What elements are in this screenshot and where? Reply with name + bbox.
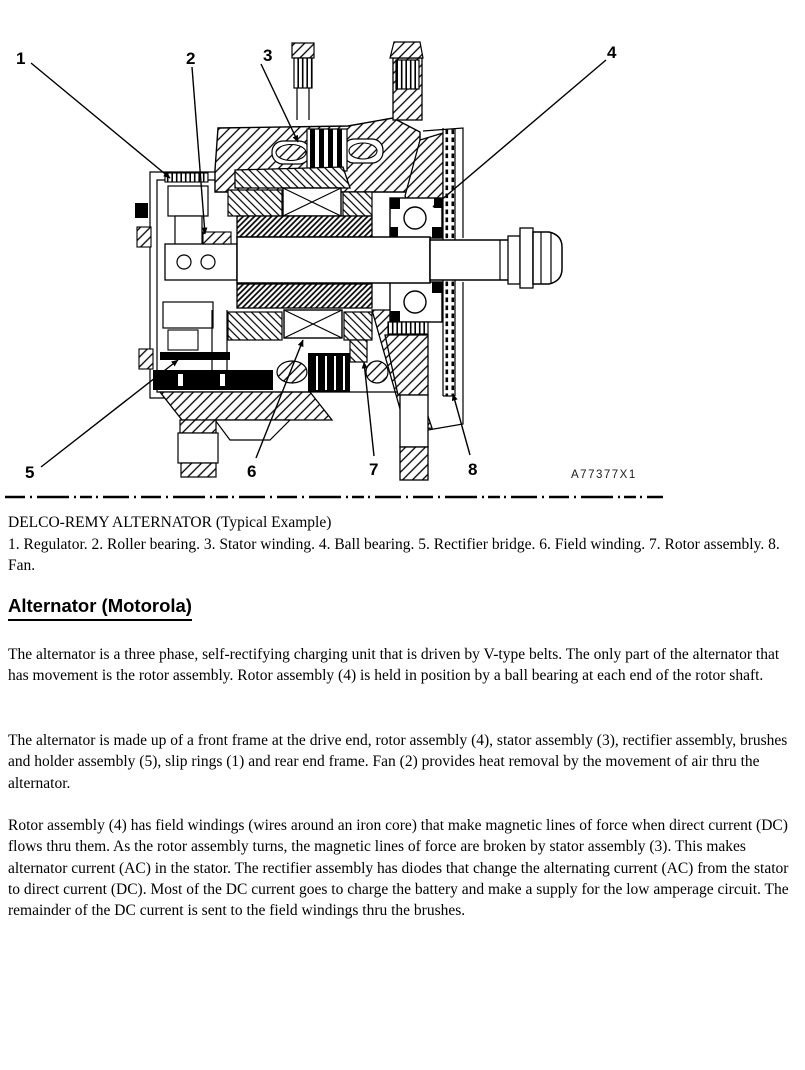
callout-number-8: 8 xyxy=(468,460,478,479)
alternator-figure xyxy=(0,0,805,505)
washer xyxy=(520,228,533,288)
field-winding-upper xyxy=(283,188,341,216)
callout-number-7: 7 xyxy=(369,460,379,479)
mounting-ear-top xyxy=(390,42,423,120)
rectifier-bridge xyxy=(153,370,273,390)
stator-core xyxy=(235,167,350,188)
figure-caption xyxy=(8,512,797,577)
bearing-retainer xyxy=(388,322,428,334)
callout-line-5 xyxy=(41,360,178,467)
caption-legend: 1. Regulator. 2. Roller bearing. 3. Stator winding. 4. Ball bearing. 5. Rectifier bridge. 6. Field winding. 7. Rotor assembly. 8. Fan. xyxy=(8,535,780,574)
regulator xyxy=(165,173,208,182)
field-winding-lower xyxy=(284,310,342,338)
terminal-stud xyxy=(292,43,314,120)
callout-line-8 xyxy=(453,394,470,455)
shaft-nut xyxy=(533,232,562,284)
callout-number-4: 4 xyxy=(607,43,617,62)
callout-number-3: 3 xyxy=(263,46,273,65)
paragraph-3: Rotor assembly (4) has field windings (wires around an iron core) that make magnetic lines of force when direct current (DC) flows thru them. As the rotor assembly turns, the magnetic lines of force are broken by stator assembly (3). This makes alternator current (AC) in the stator. The rectifier assembly has diodes that change the alternating current (AC) from the stator to direct current (DC). Most of the DC current goes to charge the battery and make a supply for the low amperage circuit. The remainder of the DC current is sent to the field windings thru the brushes. xyxy=(8,817,789,920)
paragraph-1: The alternator is a three phase, self-rectifying charging unit that is driven by V-type belts. The only part of the alternator that has movement is the rotor assembly. Rotor assembly (4) is held in position by a ball bearing at each end of the rotor shaft. xyxy=(8,646,780,685)
paragraph-2: The alternator is made up of a front frame at the drive end, rotor assembly (4), stator assembly (3), rectifier assembly, brushes and holder assembly (5), slip rings (1) and rear end frame. Fan (2) provides heat removal by the movement of air thru the alternator. xyxy=(8,732,788,792)
rotor-core-upper xyxy=(237,216,372,237)
callout-number-6: 6 xyxy=(247,462,257,481)
housing-bolt xyxy=(137,227,151,247)
artifact-code: A77377X1 xyxy=(571,469,637,481)
callout-number-1: 1 xyxy=(16,49,26,68)
housing-bolt xyxy=(139,349,153,369)
rotor-core-lower xyxy=(237,284,372,308)
ball-bearing-lower xyxy=(388,282,442,334)
alternator-cross-section-drawing xyxy=(0,0,805,505)
mounting-boss xyxy=(178,420,218,477)
callout-number-2: 2 xyxy=(186,49,196,68)
section-heading: Alternator (Motorola) xyxy=(8,595,192,621)
callout-line-4 xyxy=(433,60,606,207)
callout-line-1 xyxy=(31,63,170,178)
rotor-assembly xyxy=(228,188,388,392)
stator-winding xyxy=(307,129,347,171)
mounting-ear-bottom xyxy=(385,335,428,480)
callout-number-5: 5 xyxy=(25,463,35,482)
slip-rings xyxy=(308,353,350,392)
rotor-shaft xyxy=(165,228,562,288)
ball-bearing-upper xyxy=(390,198,442,238)
caption-title: DELCO-REMY ALTERNATOR (Typical Example) xyxy=(8,514,332,531)
